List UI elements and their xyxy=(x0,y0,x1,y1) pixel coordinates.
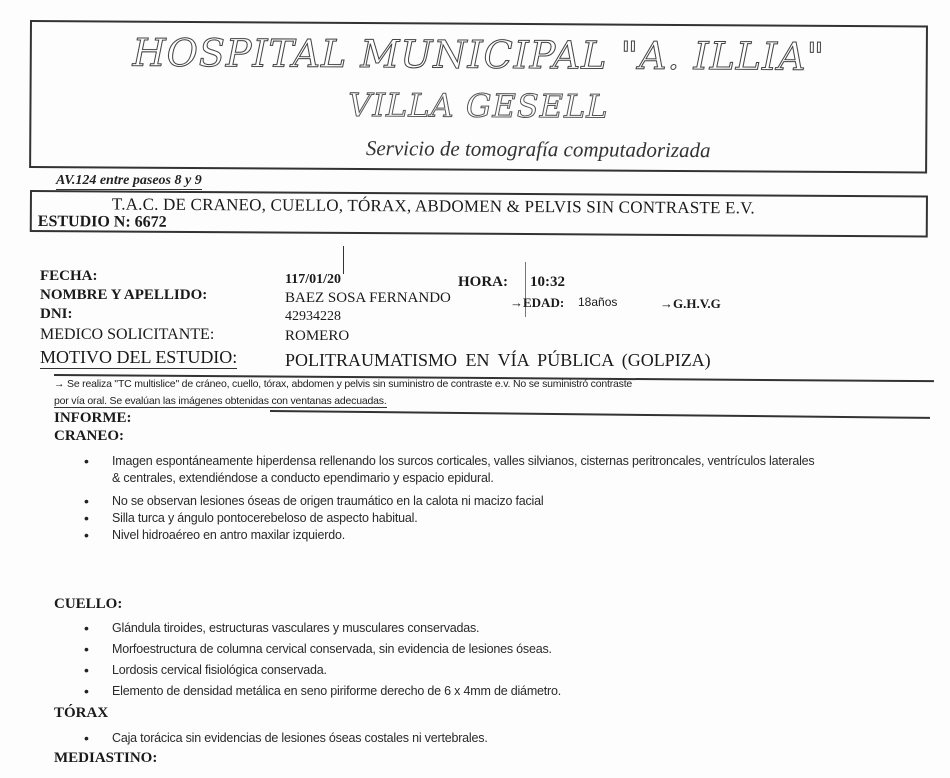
hora-label: HORA: xyxy=(458,274,508,290)
list-item: • Caja torácica sin evidencias de lesiones óseas costales ni vertebrales. xyxy=(84,730,884,747)
list-item: • Nivel hidroaéreo en antro maxilar izquierdo. xyxy=(84,527,824,544)
medico-value: ROMERO xyxy=(285,328,350,344)
study-title-box xyxy=(30,190,928,237)
dni-value: 42934228 xyxy=(285,309,341,324)
edad-value: 18años xyxy=(578,295,618,309)
study-number-label: ESTUDIO N: xyxy=(37,213,131,231)
section-heading-craneo: CRANEO: xyxy=(54,428,124,444)
craneo-findings xyxy=(84,453,824,544)
list-item: • Silla turca y ángulo pontocerebeloso de aspecto habitual. xyxy=(84,510,824,527)
section-heading-mediastino: MEDIASTINO: xyxy=(54,750,158,766)
ghvg-note: →G.H.V.G xyxy=(660,296,721,311)
nombre-label: NOMBRE Y APELLIDO: xyxy=(40,287,208,303)
study-title: T.A.C. DE CRANEO, CUELLO, TÓRAX, ABDOMEN & PELVIS SIN CONTRASTE E.V. xyxy=(111,194,755,218)
cuello-findings xyxy=(84,620,884,700)
section-heading-torax: TÓRAX xyxy=(54,705,109,721)
motivo-label: MOTIVO DEL ESTUDIO: xyxy=(40,347,238,367)
list-item: • Imagen espontáneamente hiperdensa rellenando los surcos corticales, valles silvianos, cisternas peritroncales, ventrículos laterales & centrales, extendiéndose a conducto ependimario y espacio epidural. xyxy=(84,453,824,487)
hospital-city: VILLA GESELL xyxy=(348,85,609,126)
study-number-value: 6672 xyxy=(134,213,167,231)
divider-line xyxy=(270,410,930,418)
list-item: • No se observan lesiones óseas de origen traumático en la calota ni macizo facial xyxy=(84,493,824,510)
medico-label: MEDICO SOLICITANTE: xyxy=(40,326,215,343)
section-heading-cuello: CUELLO: xyxy=(54,596,123,612)
list-item: • Elemento de densidad metálica en seno piriforme derecho de 6 x 4mm de diámetro. xyxy=(84,683,884,700)
torax-findings xyxy=(84,730,884,747)
list-item: • Morfoestructura de columna cervical conservada, sin evidencia de lesiones óseas. xyxy=(84,641,884,658)
edad-label: →EDAD: xyxy=(510,295,565,310)
list-item: • Lordosis cervical fisiológica conservada. xyxy=(84,662,884,679)
study-number xyxy=(38,213,167,232)
fecha-label: FECHA: xyxy=(40,268,98,284)
dni-label: DNI: xyxy=(40,306,73,322)
hora-value: 10:32 xyxy=(530,274,565,290)
hospital-address: AV.124 entre paseos 8 y 9 xyxy=(56,173,202,188)
pen-mark xyxy=(343,246,344,274)
technique-note-line1: → Se realiza "TC multislice" de cráneo, cuello, tórax, abdomen y pelvis sin suministro de contraste e.v. No se suministró contraste xyxy=(54,378,633,390)
fecha-value: 117/01/20 xyxy=(285,272,342,287)
nombre-value: BAEZ SOSA FERNANDO xyxy=(285,290,451,306)
technique-note-line2: por vía oral. Se evalúan las imágenes obtenidas con ventanas adecuadas. xyxy=(54,395,387,407)
list-item: • Glándula tiroides, estructuras vasculares y musculares conservadas. xyxy=(84,620,884,637)
motivo-value: POLITRAUMATISMO EN VÍA PÚBLICA (GOLPIZA) xyxy=(285,350,711,370)
informe-heading: INFORME: xyxy=(54,410,132,426)
hospital-header-box xyxy=(29,20,928,173)
hospital-name: HOSPITAL MUNICIPAL "A. ILLIA" xyxy=(132,30,826,79)
hospital-service: Servicio de tomografía computadorizada xyxy=(365,136,711,163)
